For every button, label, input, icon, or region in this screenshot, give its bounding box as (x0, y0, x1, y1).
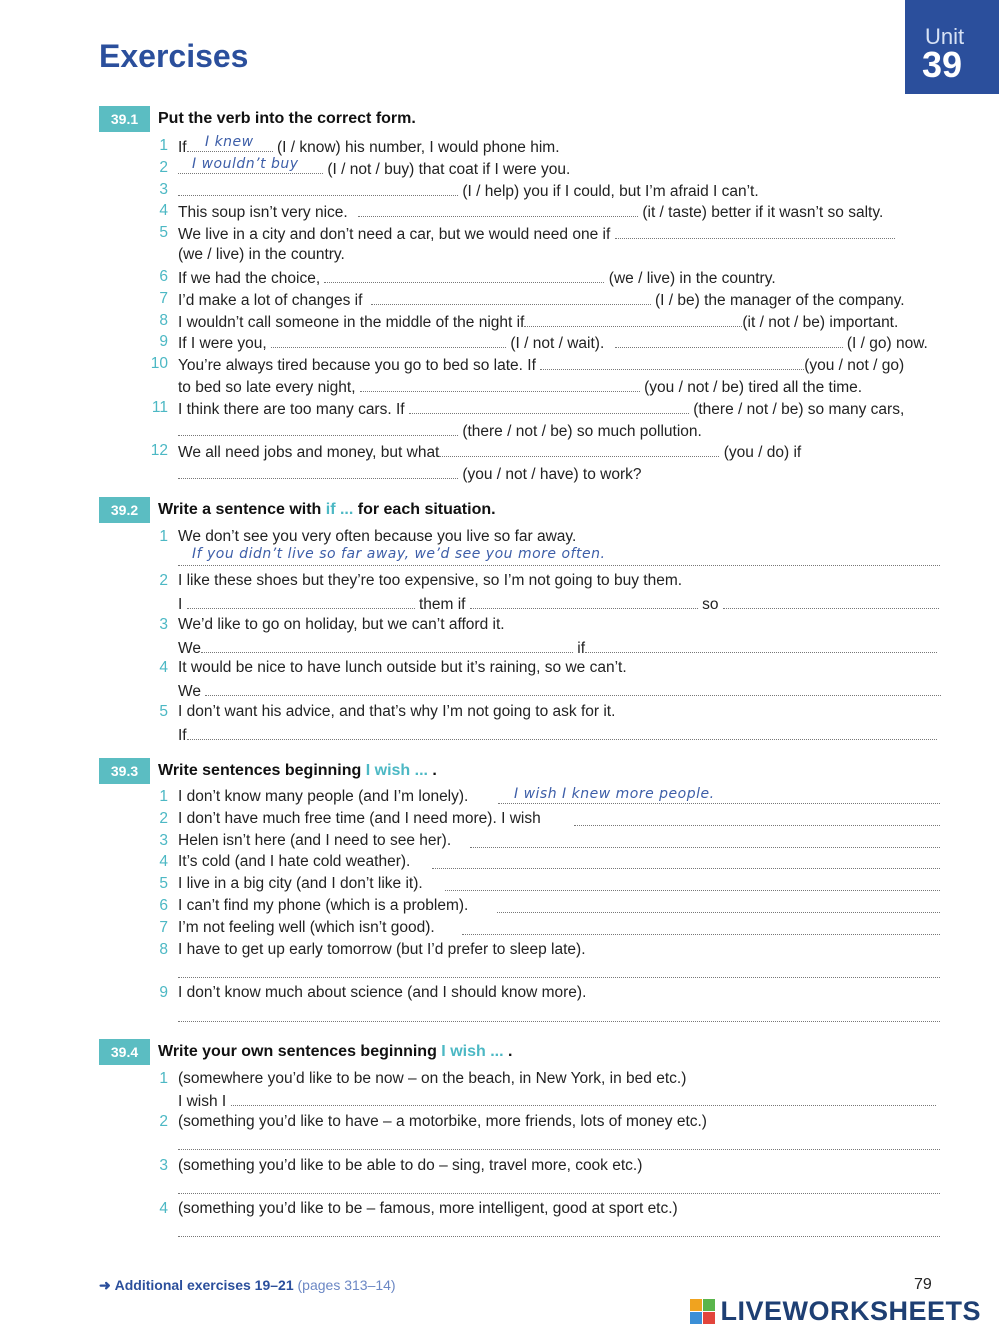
exercise-badge-39-3: 39.3 (99, 758, 150, 784)
exercise-line: I’d make a lot of changes if (I / be) the manager of the company. (178, 292, 905, 309)
exercise-heading: Write sentences beginning I wish ... . (158, 762, 437, 779)
exercise-line-continued: (you / not / have) to work? (178, 464, 642, 484)
answer-blank[interactable] (178, 464, 458, 479)
exercise-line: If I were you, (I / not / wait). (I / go) now. (178, 335, 928, 352)
question-text: We’d like to go on holiday, but we can’t afford it. (178, 616, 505, 633)
answer-blank[interactable] (178, 564, 940, 566)
item-number: 8 (159, 941, 168, 958)
item-number: 3 (159, 616, 168, 633)
answer-blank[interactable] (470, 594, 698, 609)
exercise-line: This soup isn’t very nice. (it / taste) better if it wasn’t so salty. (178, 204, 884, 221)
item-number: 4 (159, 659, 168, 676)
answer-blank[interactable] (231, 1091, 936, 1106)
answer-blank[interactable] (187, 725, 937, 740)
question-text: (something you’d like to have – a motorbike, more friends, lots of money etc.) (178, 1113, 707, 1130)
answer-blank[interactable] (178, 1020, 940, 1022)
arrow-right-icon: ➜ (99, 1277, 111, 1293)
handwritten-answer: If you didn’t live so far away, we’d see you more often. (192, 546, 606, 562)
item-number: 7 (159, 290, 168, 307)
handwritten-answer: I wouldn’t buy (192, 156, 299, 172)
answer-blank[interactable] (432, 867, 940, 869)
page-number: 79 (914, 1276, 932, 1293)
exercise-line: I think there are too many cars. If (there / not / be) so many cars, (178, 401, 905, 418)
item-number: 3 (159, 1157, 168, 1174)
answer-blank[interactable] (439, 442, 719, 457)
answer-line: We (178, 681, 941, 701)
unit-badge (905, 0, 999, 94)
exercise-line: You’re always tired because you go to bed so late. If (you / not / go) (178, 357, 905, 374)
item-number: 12 (150, 442, 168, 459)
exercise-heading: Put the verb into the correct form. (158, 110, 416, 127)
answer-blank[interactable] (371, 290, 651, 305)
answer-blank[interactable] (360, 377, 640, 392)
item-number: 5 (159, 224, 168, 241)
question-text: I live in a big city (and I don’t like it). (178, 875, 423, 892)
question-text: It’s cold (and I hate cold weather). (178, 853, 411, 870)
answer-blank[interactable] (178, 1192, 940, 1194)
footer-link-text: Additional exercises 19–21 (114, 1277, 294, 1293)
item-number: 2 (159, 1113, 168, 1130)
answer-blank[interactable] (201, 638, 573, 653)
item-number: 1 (159, 528, 168, 545)
answer-blank[interactable] (205, 681, 941, 696)
exercise-line: (I / not / buy) that coat if I were you. (178, 159, 570, 179)
exercise-badge-39-4: 39.4 (99, 1039, 150, 1065)
question-text: I don’t want his advice, and that’s why I’m not going to ask for it. (178, 703, 616, 720)
question-text: (something you’d like to be – famous, more intelligent, good at sport etc.) (178, 1200, 678, 1217)
brand-text: LIVEWORKSHEETS (720, 1296, 981, 1326)
item-number: 9 (159, 984, 168, 1001)
item-number: 10 (150, 355, 168, 372)
exercise-line: We all need jobs and money, but what (you / do) if (178, 444, 802, 461)
item-number: 11 (151, 399, 168, 416)
exercise-line: If we had the choice, (we / live) in the country. (178, 270, 776, 287)
liveworksheets-logo (690, 1296, 981, 1326)
item-number: 2 (159, 159, 168, 176)
answer-blank[interactable] (178, 976, 940, 978)
answer-blank[interactable] (470, 846, 940, 848)
answer-blank[interactable] (271, 333, 506, 348)
answer-blank[interactable] (409, 399, 689, 414)
liveworksheets-icon (690, 1299, 716, 1325)
item-number: 5 (159, 875, 168, 892)
question-text: (somewhere you’d like to be now – on the beach, in New York, in bed etc.) (178, 1070, 687, 1087)
question-text: Helen isn’t here (and I need to see her). (178, 832, 452, 849)
question-text: I don’t know much about science (and I should know more). (178, 984, 587, 1001)
item-number: 1 (159, 1070, 168, 1087)
additional-exercises-link[interactable] (99, 1277, 396, 1294)
item-number: 1 (159, 788, 168, 805)
question-text: We don’t see you very often because you live so far away. (178, 528, 577, 545)
item-number: 1 (159, 137, 168, 154)
item-number: 3 (159, 832, 168, 849)
answer-line: If (178, 725, 937, 745)
answer-blank[interactable] (445, 889, 940, 891)
answer-blank[interactable] (178, 1148, 940, 1150)
question-text: It would be nice to have lunch outside but it’s raining, so we can’t. (178, 659, 627, 676)
exercise-heading: Write a sentence with if ... for each situation. (158, 501, 496, 518)
answer-blank[interactable] (358, 202, 638, 217)
answer-blank[interactable] (497, 911, 940, 913)
answer-blank[interactable] (178, 1235, 940, 1237)
item-number: 5 (159, 703, 168, 720)
answer-line: I wish I (178, 1091, 936, 1111)
answer-blank[interactable] (324, 268, 604, 283)
answer-line: We if (178, 638, 937, 658)
answer-blank[interactable] (585, 638, 937, 653)
item-number: 3 (159, 181, 168, 198)
item-number: 9 (159, 333, 168, 350)
answer-blank[interactable] (540, 355, 804, 370)
answer-blank[interactable] (187, 594, 415, 609)
answer-blank[interactable] (615, 224, 895, 239)
answer-line: I them if so (178, 594, 939, 614)
answer-blank[interactable] (723, 594, 939, 609)
exercise-line: If (I / know) his number, I would phone him. (178, 139, 560, 156)
handwritten-answer: I wish I knew more people. (514, 786, 715, 802)
question-text: I don’t have much free time (and I need more). I wish (178, 810, 541, 827)
exercise-heading: Write your own sentences beginning I wish ... . (158, 1043, 513, 1060)
exercise-line-continued: (we / live) in the country. (178, 246, 345, 263)
item-number: 2 (159, 810, 168, 827)
question-text: I have to get up early tomorrow (but I’d prefer to sleep late). (178, 941, 586, 958)
item-number: 8 (159, 312, 168, 329)
exercise-line: (I / help) you if I could, but I’m afraid I can’t. (178, 181, 759, 201)
item-number: 4 (159, 853, 168, 870)
item-number: 7 (159, 919, 168, 936)
answer-blank[interactable] (615, 333, 843, 348)
exercise-line: We live in a city and don’t need a car, but we would need one if (178, 224, 895, 244)
exercise-line-continued: to bed so late every night, (you / not / be) tired all the time. (178, 379, 863, 396)
page-title: Exercises (99, 38, 249, 74)
exercise-badge-39-2: 39.2 (99, 497, 150, 523)
item-number: 6 (159, 897, 168, 914)
unit-label: Unit (925, 24, 965, 49)
exercise-line: I wouldn’t call someone in the middle of the night if (it / not / be) important. (178, 314, 899, 331)
item-number: 4 (159, 202, 168, 219)
question-text: I’m not feeling well (which isn’t good). (178, 919, 435, 936)
question-text: I can’t find my phone (which is a problem). (178, 897, 469, 914)
answer-blank[interactable] (178, 181, 458, 196)
question-text: I don’t know many people (and I’m lonely). (178, 788, 469, 805)
answer-blank[interactable] (524, 312, 742, 327)
exercise-line-continued: (there / not / be) so much pollution. (178, 421, 702, 441)
footer-pages: (pages 313–14) (297, 1277, 396, 1293)
unit-number: 39 (922, 44, 963, 85)
item-number: 4 (159, 1200, 168, 1217)
handwritten-answer: I knew (205, 134, 254, 150)
answer-blank[interactable] (178, 421, 458, 436)
question-text: (something you’d like to be able to do – sing, travel more, cook etc.) (178, 1157, 643, 1174)
answer-blank[interactable] (462, 933, 940, 935)
question-text: I like these shoes but they’re too expensive, so I’m not going to buy them. (178, 572, 683, 589)
item-number: 6 (159, 268, 168, 285)
exercise-badge-39-1: 39.1 (99, 106, 150, 132)
answer-blank[interactable] (574, 824, 940, 826)
answer-blank[interactable] (498, 802, 940, 804)
item-number: 2 (159, 572, 168, 589)
